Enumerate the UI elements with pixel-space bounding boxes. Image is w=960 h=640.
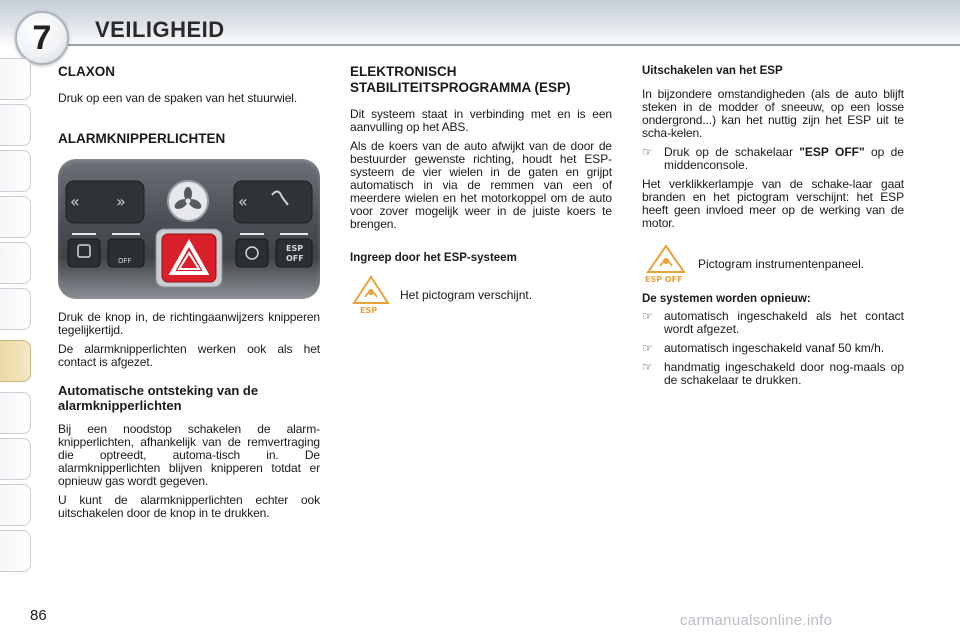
left-arrow-icon-2: « [238, 192, 248, 211]
pointing-hand-icon: ☞ [642, 309, 653, 323]
esp-heading: ELEKTRONISCH STABILITEITSPROGRAMMA (ESP) [350, 64, 571, 95]
instrument-panel-label: Pictogram instrumentenpaneel. [698, 256, 865, 271]
chapter-tab-2[interactable] [0, 104, 31, 146]
column-left [58, 64, 320, 526]
column-right [642, 64, 904, 393]
esp-warning-text: Het verklikkerlampje van de schake-laar gaat branden en het pictogram verschijnt: het ESP heeft geen invloed meer op de werking van de motor. [642, 177, 904, 230]
esp-off-icon-label: ESP OFF [645, 275, 683, 284]
chapter-number: 7 [32, 18, 52, 57]
esp-intervention-heading: Ingreep door het ESP-systeem [350, 252, 517, 264]
watermark: carmanualsonline.info [680, 612, 833, 629]
pointing-hand-icon: ☞ [642, 341, 653, 355]
chapter-tab-6[interactable] [0, 288, 31, 330]
left-arrow-icon: « [70, 192, 80, 211]
off-label: OFF [118, 257, 132, 265]
esp-disable-text: In bijzondere omstandigheden (als de auto blijft steken in de modder of sneeuw, op een losse ondergrond...) kan het nuttig zijn het ESP uit te scha-kelen. [642, 87, 904, 140]
pointing-hand-icon: ☞ [642, 360, 653, 374]
column-middle [350, 64, 612, 323]
lock-button[interactable] [68, 239, 100, 267]
esp-text-2: Als de koers van de auto afwijkt van de door de bestuurder gewenste richting, houdt het ESP-systeem de vier wielen in de gaten en grijpt automatisch in via de remmen van een of meerdere wielen en het motorkoppel om de auto voor zover mogelijk weer in de juiste koers te brengen. [350, 139, 612, 231]
page-number: 86 [30, 607, 47, 624]
reenable-heading: De systemen worden opnieuw: [642, 293, 811, 305]
auto-hazard-heading: Automatische ontsteking van de alarmknipperlichten [58, 383, 259, 413]
chapter-tab-7-active[interactable] [0, 340, 31, 382]
esp-pictogram-row [350, 275, 612, 315]
chapter-tab-9[interactable] [0, 438, 31, 480]
esp-warning-icon [350, 275, 392, 315]
chapter-tab-5[interactable] [0, 242, 31, 284]
chapter-tab-1[interactable] [0, 58, 31, 100]
esp-text-1: Dit systeem staat in verbinding met en is een aanvulling op het ABS. [350, 107, 612, 134]
chapter-tab-3[interactable] [0, 150, 31, 192]
right-arrow-icon: » [116, 192, 126, 211]
claxon-text: Druk op een van de spaken van het stuurwiel. [58, 91, 298, 105]
auto-hazard-text-1: Bij een noodstop schakelen de alarm-knipperlichten, afhankelijk van de remvertraging die optreedt, automa-tisch in. De alarmknipperlichten blijven knipperen totdat er opnieuw gas wordt gegeven. [58, 422, 320, 488]
console-photo [58, 159, 320, 299]
chapter-tabs [0, 58, 34, 578]
esp-off-label-bottom: OFF [286, 254, 304, 263]
chapter-badge [15, 11, 69, 65]
chapter-tab-4[interactable] [0, 196, 31, 238]
chapter-tab-10[interactable] [0, 484, 31, 526]
esp-pictogram-text: Het pictogram verschijnt. [400, 287, 533, 302]
reenable-item-3: ☞ handmatig ingeschakeld door nog-maals op de schakelaar te drukken. [642, 360, 904, 387]
chapter-tab-11[interactable] [0, 530, 31, 572]
auto-hazard-text-2: U kunt de alarmknipperlichten echter ook uitschakelen door de knop in te drukken. [58, 493, 320, 520]
esp-off-warning-icon [642, 244, 690, 284]
esp-disable-heading: Uitschakelen van het ESP [642, 65, 783, 77]
reenable-item-2: ☞ automatisch ingeschakeld vanaf 50 km/h. [642, 341, 885, 355]
reenable-item-1: ☞ automatisch ingeschakeld als het contact wordt afgezet. [642, 309, 904, 336]
hazard-heading: ALARMKNIPPERLICHTEN [58, 131, 226, 146]
esp-off-pictogram-row [642, 244, 904, 284]
esp-off-label-top: ESP [286, 244, 304, 253]
esp-disable-bullet [642, 146, 904, 172]
heated-window-button[interactable] [236, 239, 268, 267]
esp-disable-bullet-text: Druk op de schakelaar "ESP OFF" op de middenconsole. [664, 145, 904, 172]
console-illustration [58, 159, 320, 299]
claxon-heading: CLAXON [58, 64, 115, 79]
esp-icon-label: ESP [360, 306, 378, 315]
hazard-text-1: Druk de knop in, de richtingaanwijzers knipperen tegelijkertijd. [58, 310, 320, 337]
chapter-tab-8[interactable] [0, 392, 31, 434]
chapter-title: VEILIGHEID [95, 17, 225, 42]
hazard-text-2: De alarmknipperlichten werken ook als het contact is afgezet. [58, 342, 320, 369]
pointing-hand-icon: ☞ [642, 145, 653, 159]
header-rule [60, 44, 960, 46]
